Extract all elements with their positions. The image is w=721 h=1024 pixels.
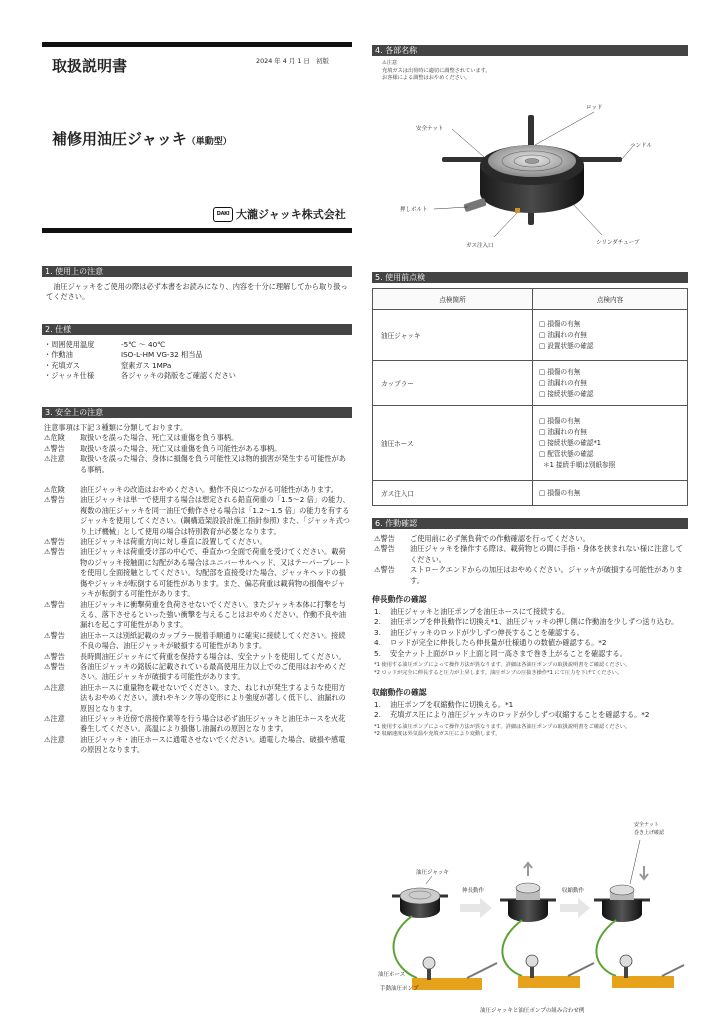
extend-check-title: 伸長動作の確認 xyxy=(372,595,427,605)
jack-state-retracted xyxy=(594,866,650,922)
safety-levels xyxy=(42,433,352,475)
checklist-item: □ 接続状態の確認*1 xyxy=(539,438,601,447)
pump-shape xyxy=(518,955,594,988)
safety-items xyxy=(42,485,352,756)
checklist-item: □ 油漏れの有無 xyxy=(539,330,587,339)
figure-caption: 油圧ジャッキと油圧ポンプの組み合わせ例 xyxy=(480,1008,585,1014)
fig-label-safety-nut-check: 巻き上げ確認 xyxy=(634,830,665,836)
spec-row: ・作動油 ISO-L-HM VG-32 相当品 xyxy=(44,350,203,360)
part-names-note xyxy=(372,60,688,83)
checklist-item: □ 油漏れの有無 xyxy=(539,378,587,387)
retract-steps xyxy=(372,700,688,721)
col-header-part: 点検箇所 xyxy=(373,289,533,310)
safety-item: ⚠警告 油圧ホースは別紙記載のカップラー脱着手順通りに確実に接続してください。接続不良の場合、油圧ジャッキが破損する可能性があります。 xyxy=(44,630,346,651)
section-specifications xyxy=(42,324,352,382)
issue-date: 2024 年 4 月 1 日 初版 xyxy=(256,57,329,65)
label-handle: ハンドル xyxy=(630,143,653,149)
pump-shape xyxy=(412,957,497,990)
safety-item: ⚠警告 油圧ジャッキは単一で使用する場合は想定される鉛直荷重の「1.5～2 倍」の能力、複数の油圧ジャッキを同一油圧で動作させる場合は「1.2～1.5 倍」の能力を有するジャッキを使用してください。(鋼構造架設設計施工指針参照) また、「ジャッキ式つり上げ機械」として使用の場合は特別教育が必要となります。 xyxy=(44,495,350,536)
label-gas-inlet: ガス注入口 xyxy=(466,243,494,249)
checklist-item: □ 設置状態の確認 xyxy=(539,341,594,350)
jack-state-extended xyxy=(500,863,556,922)
safety-item: ⚠警告 長時間油圧ジャッキにて荷重を保持する場合は、安全ナットを使用してください。 xyxy=(44,651,346,661)
footnote: *2 ロッドが完全に伸長すると圧力が上昇します。油圧ポンプの圧抜き操作*1 にて圧力を下げてください。 xyxy=(374,669,623,676)
note-line: 充填ガスは出荷時に適切に調整されています。 xyxy=(382,67,491,74)
safety-item: ⚠危険 油圧ジャッキの改造はおやめください。動作不良につながる可能性があります。 xyxy=(44,485,338,495)
step-item: 2. 充填ガス圧により油圧ジャッキのロッドが少しずつ収縮することを確認する。*2 xyxy=(374,710,650,720)
push-bolt-shape xyxy=(463,198,486,212)
extend-notes xyxy=(372,662,688,677)
checklist-item: □ 配管状態の確認 xyxy=(539,449,594,458)
table-row: 油圧ホース □ 損傷の有無 □ 油漏れの有無 □ 接続状態の確認*1 □ 配管状態の確認 ＊1 接続手順は別紙参照 xyxy=(373,406,688,481)
section-heading: 3. 安全上の注意 xyxy=(42,407,352,418)
safety-item: ⚠警告 油圧ジャッキは荷重受け部の中心で、垂直かつ全面で荷重を受けてください。載荷物のジャッキ接触面に勾配がある場合はユニバーサルヘッド、又はテーパープレートを使用し全面接触としてください。勾配部を直接受けた場合、ジャッキヘッドの損傷やジャッキが転倒する可能性があります。また、偏芯荷重は載荷物の損傷やジャッキが転倒する可能性があります。 xyxy=(44,547,351,599)
section-heading: 5. 使用前点検 xyxy=(372,272,688,283)
jack-illustration xyxy=(372,95,688,255)
section-heading: 2. 仕様 xyxy=(42,324,352,335)
table-row: カップラー □ 損傷の有無 □ 油漏れの有無 □ 接続状態の確認 xyxy=(373,361,688,406)
warning-item: ⚠警告 ストロークエンドからの加圧はおやめください。ジャッキが破損する可能性があります。 xyxy=(374,565,683,585)
hose-shape xyxy=(596,920,616,976)
section-part-names xyxy=(372,45,688,83)
usage-notes-body: 油圧ジャッキをご使用の際は必ず本書をお読みになり、内容を十分に理解してから取り扱ってください。 xyxy=(46,282,348,302)
spec-list xyxy=(42,340,352,382)
fig-label-pump: 手動油圧ポンプ xyxy=(380,986,419,992)
hose-shape xyxy=(393,916,417,978)
step-item: 1. 油圧ジャッキと油圧ポンプを油圧ホースにて接続する。 xyxy=(374,607,570,617)
label-rod: ロッド xyxy=(586,105,603,111)
label-cylinder-tube: シリンダチューブ xyxy=(596,240,640,246)
warning-item: ⚠警告 油圧ジャッキを操作する際は、載荷物との間に手指・身体を挟まれない様に注意してください。 xyxy=(374,544,683,564)
product-title: 補修用油圧ジャッキ xyxy=(52,130,187,148)
safety-item: ⚠注意 油圧ホースに重量物を載せないでください。また、ねじれが発生するような使用方法もおやめください。潰れやキンク等の変形により強度が著しく低下し、油漏れの原因となります。 xyxy=(44,682,346,713)
warning-item: ⚠警告 ご使用前に必ず無負荷での作動確認を行ってください。 xyxy=(374,534,590,543)
col-header-items: 点検内容 xyxy=(533,289,688,310)
step-item: 2. 油圧ポンプを伸長動作に切換え*1、油圧ジャッキの押し側に作動油を少しずつ送り込む。 xyxy=(374,617,679,627)
section-pre-use-inspection xyxy=(372,272,688,506)
checklist-item: □ 損傷の有無 xyxy=(539,367,581,376)
step-item: 4. ロッドが完全に伸長したら伸長量が仕様通りの数値か確認する。*2 xyxy=(374,638,607,648)
operation-figure xyxy=(372,818,688,1018)
spec-row: ・周囲使用温度 -5℃ ～ 40℃ xyxy=(44,340,166,349)
fig-label-safety-nut: 安全ナット xyxy=(634,822,659,828)
spec-row: ・ジャッキ仕様 各ジャッキの銘版をご確認ください xyxy=(44,371,236,381)
step-item: 5. 安全ナット上面がロッド上面と同一高さまで巻き上がることを確認する。 xyxy=(374,648,627,658)
product-title-line xyxy=(52,128,232,149)
section-heading: 1. 使用上の注意 xyxy=(42,266,352,277)
operation-warnings xyxy=(372,534,688,586)
checklist-footnote: ＊1 接続手順は別紙参照 xyxy=(543,460,616,469)
label-safety-nut: 安全ナット xyxy=(416,126,444,132)
section-safety xyxy=(42,407,352,756)
safety-item: ⚠注意 油圧ジャッキ・油圧ホースに通電させないでください。通電した場合、破損や感電の原因となります。 xyxy=(44,734,346,755)
section-usage-notes xyxy=(42,266,352,303)
section-operation-check xyxy=(372,518,688,739)
company-block xyxy=(213,206,346,222)
inspection-table xyxy=(372,288,688,506)
fig-label-retract: 収縮動作 xyxy=(562,888,585,894)
table-row: ガス注入口 □ 損傷の有無 xyxy=(373,481,688,506)
safety-level-row: ⚠注意 取扱いを誤った場合、身体に損傷を負う可能性又は物的損害が発生する可能性がある事柄。 xyxy=(44,454,346,474)
safety-item: ⚠警告 油圧ジャッキは荷重方向に対し垂直に設置してください。 xyxy=(44,537,267,547)
safety-intro: 注意事項は下記３種類に分類しております。 xyxy=(44,423,188,432)
gas-inlet-shape xyxy=(515,208,520,213)
flow-arrow xyxy=(560,898,590,918)
footnote: *2 収縮速度は外気温や充填ガス圧により変動します。 xyxy=(374,731,501,738)
product-subtitle: （単動型） xyxy=(186,137,232,147)
checklist-item: □ 損傷の有無 xyxy=(539,488,581,497)
hose-shape xyxy=(502,920,522,976)
checklist-item: □ 接続状態の確認 xyxy=(539,389,594,398)
company-logo: DAKI xyxy=(213,207,233,222)
step-item: 1. 油圧ポンプを収縮動作に切換える。*1 xyxy=(374,700,514,710)
jack-state-initial xyxy=(392,888,448,918)
label-push-bolt: 押しボルト xyxy=(400,207,428,213)
flow-arrow xyxy=(460,898,492,918)
header-bottom-rule xyxy=(42,228,352,233)
extend-steps xyxy=(372,607,688,659)
step-item: 3. 油圧ジャッキのロッドが少しずつ伸長することを確認する。 xyxy=(374,627,584,637)
section-heading: 6. 作動確認 xyxy=(372,518,688,529)
note-label: ⚠注意 xyxy=(382,60,398,66)
note-line: お客様による調整はおやめください。 xyxy=(382,75,471,81)
checklist-item: □ 損傷の有無 xyxy=(539,319,581,328)
company-name: 大瀧ジャッキ株式会社 xyxy=(236,208,346,221)
fig-label-jack: 油圧ジャッキ xyxy=(416,870,449,876)
spec-row: ・充填ガス 窒素ガス 1MPa xyxy=(44,360,172,370)
checklist-item: □ 損傷の有無 xyxy=(539,416,581,425)
section-heading: 4. 各部名称 xyxy=(372,45,688,56)
fig-label-hose: 油圧ホース xyxy=(378,972,406,978)
footnote: *1 使用する油圧ポンプによって操作方法が異なります。詳細は各油圧ポンプの取扱説明書をご確認ください。 xyxy=(374,723,631,730)
safety-item: ⚠警告 油圧ジャッキに衝撃荷重を負荷させないでください。またジャッキ本体に打撃を与える、落下させるといった強い衝撃を与えることはおやめください。作動不良や油漏れを起こす可能性があります。 xyxy=(44,599,346,630)
retract-check-title: 収縮動作の確認 xyxy=(372,688,427,698)
safety-item: ⚠警告 各油圧ジャッキの銘版に記載されている最高使用圧力以上でのご使用はおやめください。油圧ジャッキが破損する可能性があります。 xyxy=(44,661,346,682)
retract-notes xyxy=(372,724,688,739)
header-top-rule xyxy=(42,42,352,47)
safety-level-row: ⚠危険 取扱いを誤った場合、死亡又は重傷を負う事柄。 xyxy=(44,433,239,443)
table-row: 油圧ジャッキ □ 損傷の有無 □ 油漏れの有無 □ 設置状態の確認 xyxy=(373,310,688,361)
safety-level-row: ⚠警告 取扱いを誤った場合、死亡又は重傷を負う可能性がある事柄。 xyxy=(44,443,282,453)
fig-label-extend: 伸長動作 xyxy=(462,888,485,894)
doc-type-title: 取扱説明書 xyxy=(52,57,128,75)
checklist-item: □ 油漏れの有無 xyxy=(539,427,587,436)
pump-shape xyxy=(612,955,684,988)
footnote: *1 使用する油圧ポンプによって操作方法が異なります。詳細は各油圧ポンプの取扱説明書をご確認ください。 xyxy=(374,662,631,669)
safety-item: ⚠注意 油圧ジャッキ近傍で溶接作業等を行う場合は必ず油圧ジャッキと油圧ホースを火花養生してください。高温により損傷し油漏れの原因となります。 xyxy=(44,713,346,734)
